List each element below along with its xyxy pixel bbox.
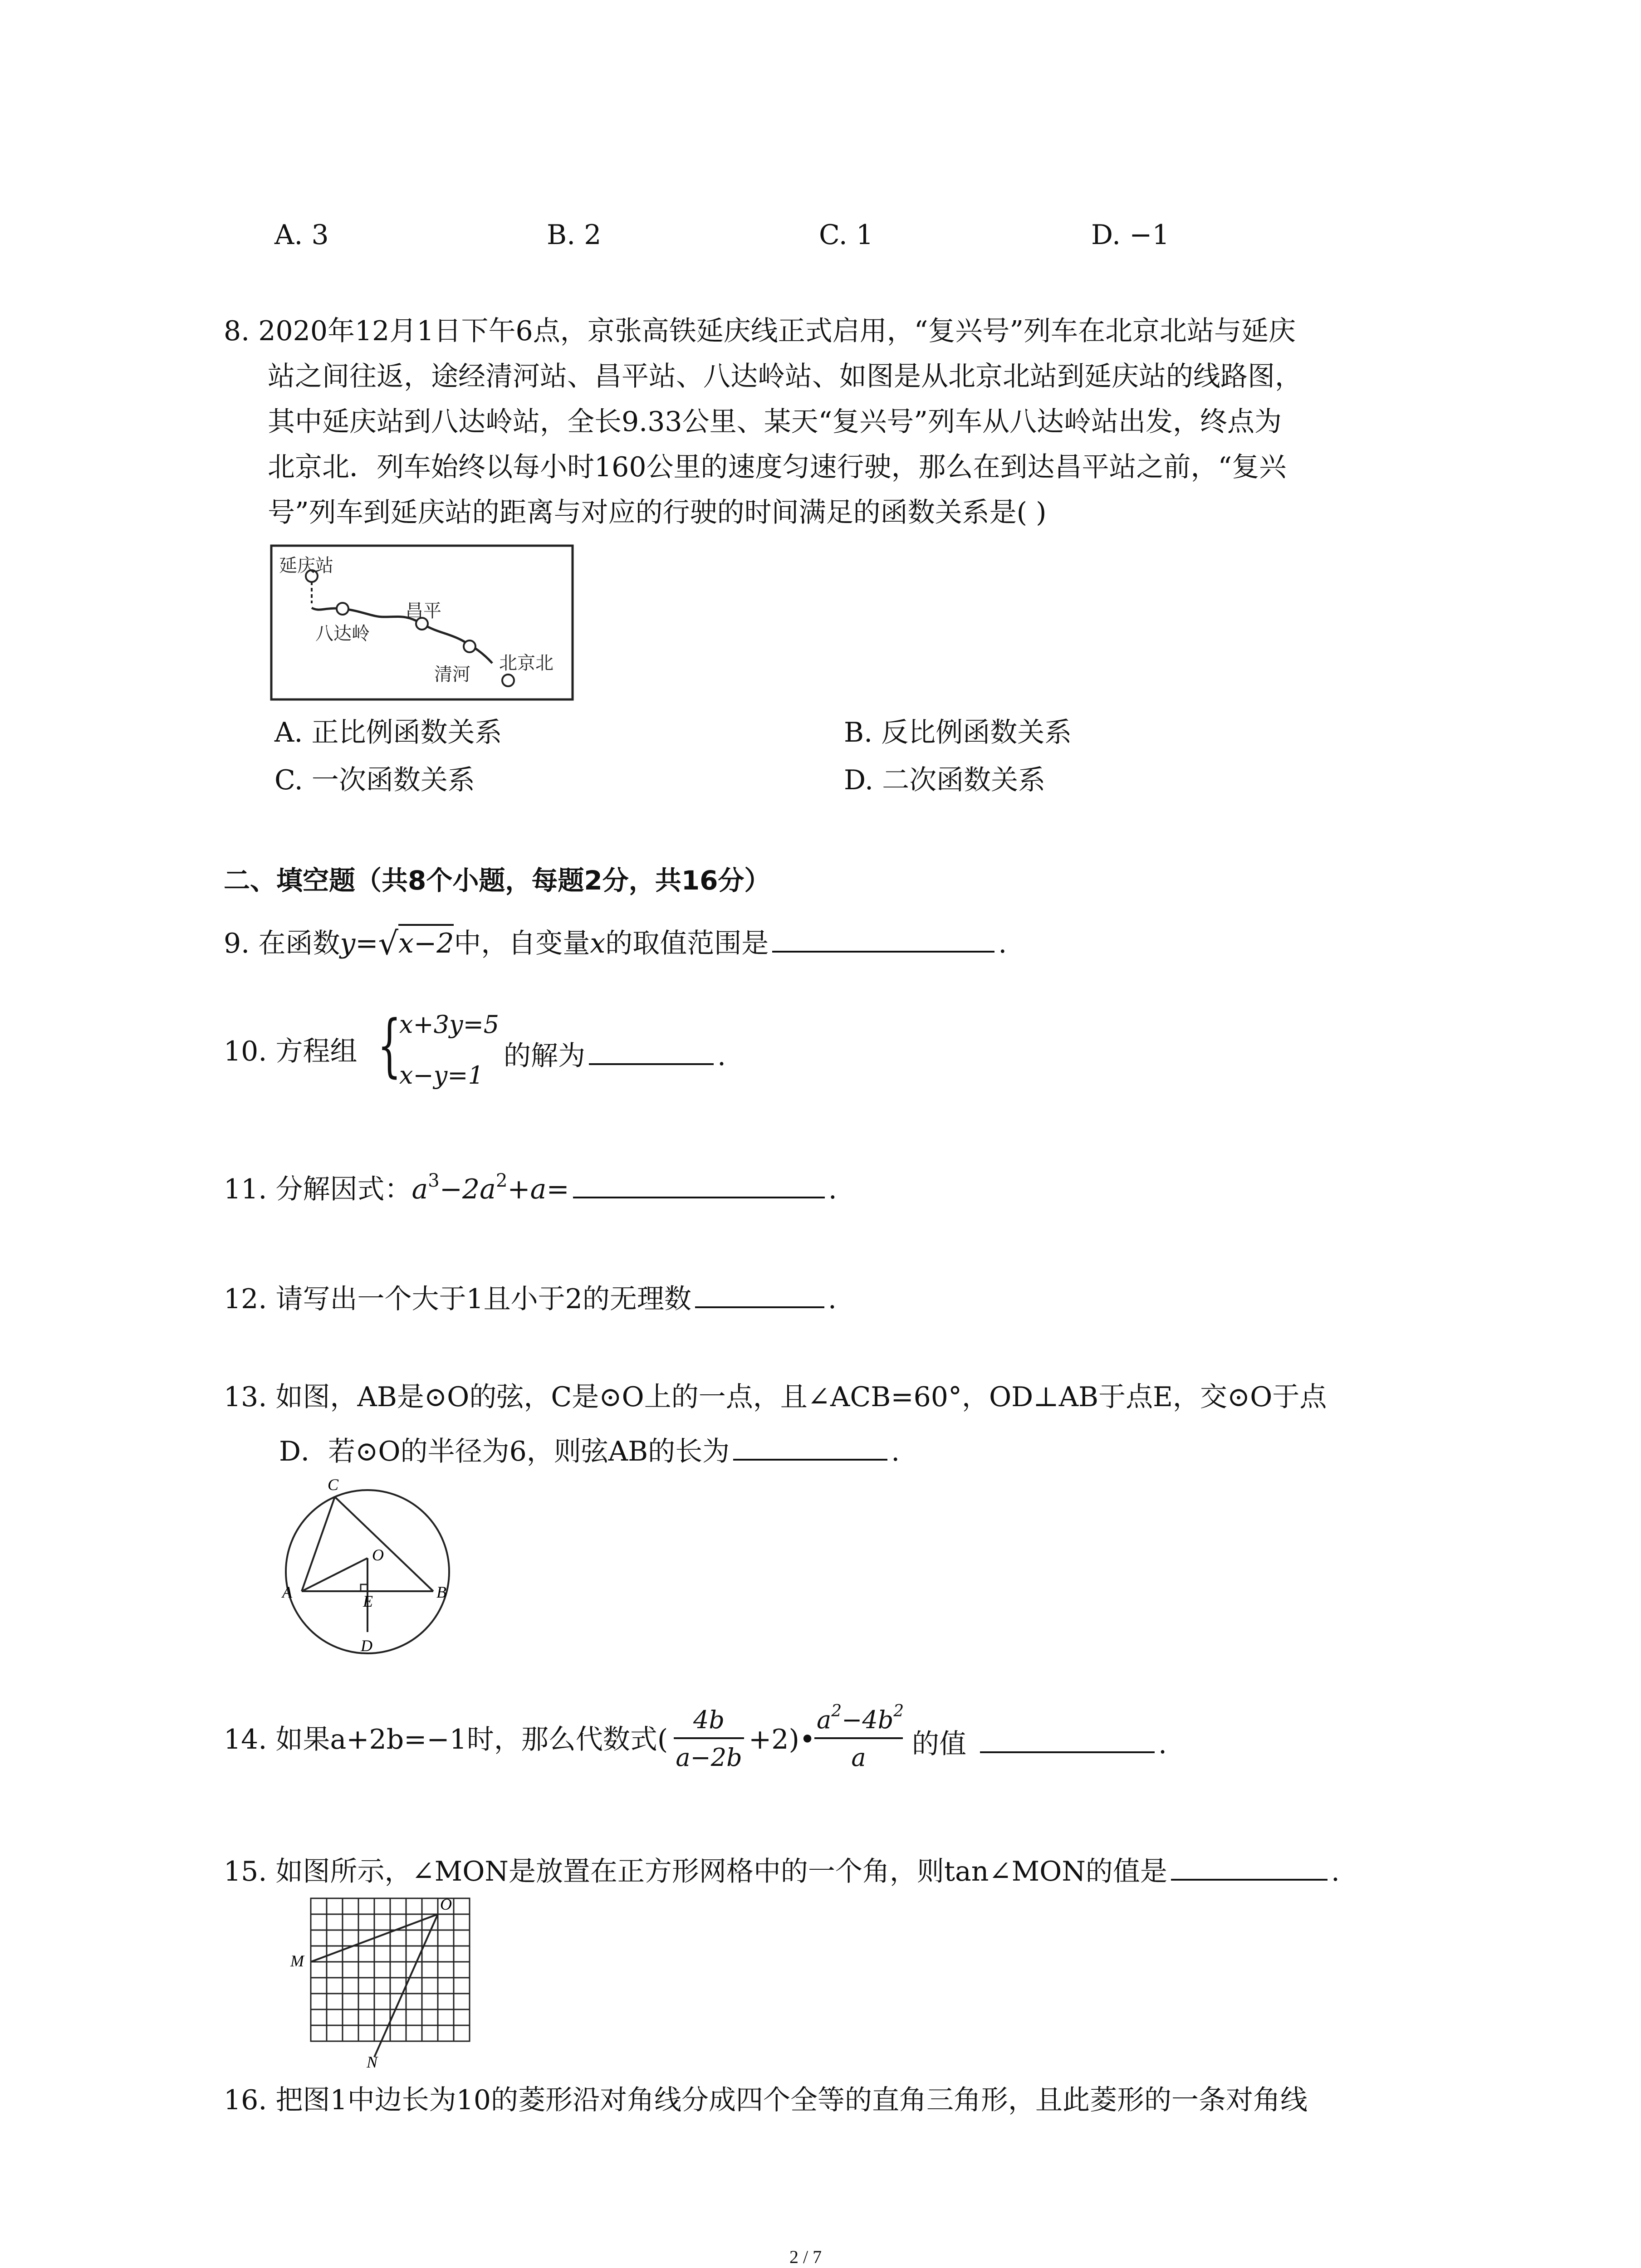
q11-c: +a= xyxy=(507,1173,569,1205)
q15-end: . xyxy=(1331,1856,1340,1887)
q11-a: a xyxy=(411,1173,428,1205)
q9-end: . xyxy=(998,928,1007,959)
brace-icon: { xyxy=(377,1006,402,1085)
rail-line-map xyxy=(270,544,574,701)
label-yanqing: 延庆站 xyxy=(279,555,333,576)
q9-pre: 9. 在函数 xyxy=(224,928,340,959)
q7-option-d: D. −1 xyxy=(1091,219,1170,251)
q8-line-4: 北京北．列车始终以每小时160公里的速度匀速行驶，那么在到达昌平站之前，“复兴 xyxy=(268,451,1287,483)
q9-eq: y= xyxy=(340,928,378,959)
q14-frac1-bar xyxy=(674,1737,744,1739)
q9-radicand: x−2 xyxy=(398,924,454,959)
q9-post: 中，自变量 xyxy=(454,928,590,959)
label-qinghe: 清河 xyxy=(434,664,470,685)
label-m: M xyxy=(290,1952,304,1970)
label-o: O xyxy=(372,1546,384,1564)
q8-option-a: A. 正比例函数关系 xyxy=(274,717,502,748)
q7-option-c: C. 1 xyxy=(819,219,874,251)
q11-b: −2a xyxy=(439,1173,496,1205)
label-b: B xyxy=(436,1583,446,1601)
q10-end: . xyxy=(717,1040,726,1072)
q11-pre: 11. 分解因式： xyxy=(224,1173,412,1205)
q14-tail xyxy=(912,1726,1167,1758)
label-n: N xyxy=(367,2053,378,2068)
q14-num2 xyxy=(817,1703,904,1732)
q14-post: 的值 xyxy=(912,1728,966,1760)
q9-post2: 的取值范围是 xyxy=(605,928,769,959)
label-o: O xyxy=(440,1895,452,1913)
q10-eq1: x+3y=5 xyxy=(399,1010,500,1039)
q15 xyxy=(224,1853,1340,1885)
q15-answer-blank[interactable] xyxy=(1171,1853,1327,1881)
q12 xyxy=(224,1281,837,1313)
q14-den1: a−2b xyxy=(676,1743,742,1772)
label-beijingbei: 北京北 xyxy=(499,653,554,674)
q14-num2-b: −4b xyxy=(842,1706,894,1734)
q12-answer-blank[interactable] xyxy=(695,1281,824,1308)
q14-num2-exp: 2 xyxy=(831,1702,842,1721)
q14-mid: +2)• xyxy=(749,1724,816,1755)
q11-answer-blank[interactable] xyxy=(573,1171,825,1198)
q10-answer-blank[interactable] xyxy=(589,1038,714,1065)
q7-option-b: B. 2 xyxy=(547,219,602,251)
q14-end: . xyxy=(1158,1728,1167,1760)
station-beijingbei-marker xyxy=(502,675,514,686)
q14-num2-a: a xyxy=(817,1706,832,1734)
q13-line-1: 13. 如图，AB是⊙O的弦，C是⊙O上的一点，且∠ACB=60°，OD⊥AB于点E，交⊙O于点 xyxy=(224,1381,1327,1413)
q10-pre: 10. 方程组 xyxy=(224,1036,358,1067)
q14-pre: 14. 如果a+2b=−1时，那么代数式( xyxy=(224,1724,668,1755)
q15-text: 15. 如图所示，∠MON是放置在正方形网格中的一个角，则tan∠MON的值是 xyxy=(224,1856,1167,1887)
label-d: D xyxy=(361,1637,372,1655)
label-changping: 昌平 xyxy=(405,601,441,621)
sqrt-sign-icon: √ xyxy=(378,925,399,962)
q11-end: . xyxy=(828,1173,837,1205)
q9-var: x xyxy=(590,928,606,959)
q8-line-1: 8. 2020年12月1日下午6点，京张高铁延庆线正式启用，“复兴号”列车在北京北站与延庆 xyxy=(224,315,1296,347)
q11-exp2: 2 xyxy=(495,1170,508,1191)
q8-line-2: 站之间往返，途经清河站、昌平站、八达岭站、如图是从北京北站到延庆站的线路图， xyxy=(268,361,1302,392)
q8-option-c: C. 一次函数关系 xyxy=(274,764,475,796)
q7-option-a: A. 3 xyxy=(274,219,329,251)
q14-num2-exp2: 2 xyxy=(893,1702,904,1721)
page-number: 2 / 7 xyxy=(789,2247,822,2267)
q13-end: . xyxy=(891,1436,900,1467)
station-qinghe-marker xyxy=(464,640,475,652)
label-badaling: 八达岭 xyxy=(315,623,370,644)
q8-line-3: 其中延庆站到八达岭站，全长9.33公里、某天“复兴号”列车从八达岭站出发，终点为 xyxy=(268,406,1282,438)
q14-den2: a xyxy=(851,1743,866,1772)
q8-option-b: B. 反比例函数关系 xyxy=(844,717,1072,748)
circle-figure xyxy=(277,1470,458,1660)
q16-text: 16. 把图1中边长为10的菱形沿对角线分成四个全等的直角三角形，且此菱形的一条对角线 xyxy=(224,2084,1308,2116)
q10-post: 的解为 xyxy=(504,1040,585,1072)
label-c: C xyxy=(328,1476,339,1494)
q13-line-2 xyxy=(279,1433,900,1465)
q11-exp3: 3 xyxy=(428,1170,440,1191)
q14-num1: 4b xyxy=(693,1706,725,1734)
q8-option-d: D. 二次函数关系 xyxy=(844,764,1046,796)
label-a: A xyxy=(282,1583,292,1601)
q9 xyxy=(224,925,1007,962)
section-2-title: 二、填空题（共8个小题，每题2分，共16分） xyxy=(224,865,771,896)
q10-tail xyxy=(504,1038,726,1070)
q13-line2-text: D．若⊙O的半径为6，则弦AB的长为 xyxy=(279,1436,730,1467)
q9-answer-blank[interactable] xyxy=(772,925,994,953)
q13-answer-blank[interactable] xyxy=(733,1433,887,1461)
grid-angle-figure xyxy=(286,1892,485,2068)
station-badaling-marker xyxy=(337,603,348,615)
q11 xyxy=(224,1171,837,1203)
q14-frac2-bar xyxy=(814,1737,903,1739)
q12-end: . xyxy=(828,1283,837,1315)
q8-line-5: 号”列车到延庆站的距离与对应的行驶的时间满足的函数关系是( ) xyxy=(268,497,1047,528)
q12-text: 12. 请写出一个大于1且小于2的无理数 xyxy=(224,1283,691,1315)
label-e: E xyxy=(363,1592,373,1610)
q14-answer-blank[interactable] xyxy=(980,1726,1155,1753)
q10-eq2: x−y=1 xyxy=(399,1061,484,1090)
